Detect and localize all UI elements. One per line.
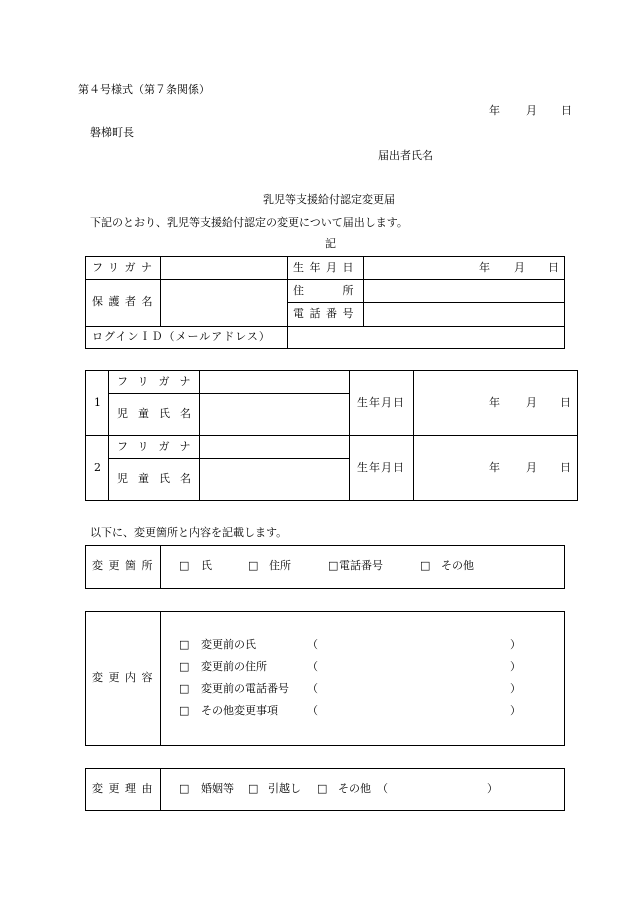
table-rule bbox=[160, 545, 161, 588]
form-number: 第４号様式（第７条関係） bbox=[78, 83, 210, 96]
guardian-phone-field[interactable] bbox=[364, 303, 564, 325]
guardian-name-field[interactable] bbox=[161, 280, 286, 325]
close-paren: ） bbox=[510, 682, 521, 695]
child-2-furigana-field[interactable] bbox=[200, 436, 348, 457]
header-date-day-label: 日 bbox=[561, 104, 572, 117]
page-title: 乳児等支援給付認定変更届 bbox=[263, 193, 395, 206]
guardian-birthdate-year-label: 年 bbox=[479, 261, 490, 274]
open-paren: （ bbox=[307, 704, 318, 717]
change-reason-marriage-label: 婚姻等 bbox=[201, 782, 234, 795]
header-date-month-label: 月 bbox=[526, 104, 537, 117]
guardian-birthdate-label: 生年月日 bbox=[293, 261, 359, 274]
change-intro-text: 以下に、変更箇所と内容を記載します。 bbox=[90, 526, 288, 539]
guardian-birthdate-day-label: 日 bbox=[548, 261, 559, 274]
child-1-birthdate-month-label: 月 bbox=[526, 396, 537, 409]
change-location-phone-checkbox[interactable]: □ bbox=[328, 559, 339, 572]
child-2-birthdate-year-label: 年 bbox=[489, 461, 500, 474]
child-2-birthdate-label: 生年月日 bbox=[357, 461, 405, 474]
child-2-name-field[interactable] bbox=[200, 459, 348, 499]
guardian-name-label: 保護者名 bbox=[92, 295, 158, 308]
addressee: 磐梯町長 bbox=[90, 126, 134, 139]
guardian-address-field[interactable] bbox=[364, 280, 564, 301]
child-2-name-label: 児童氏名 bbox=[117, 472, 201, 485]
close-paren: ） bbox=[510, 638, 521, 651]
change-reason-marriage-checkbox[interactable]: □ bbox=[179, 782, 190, 795]
change-location-address-checkbox[interactable]: □ bbox=[248, 559, 259, 572]
change-content-prev-address-field[interactable] bbox=[322, 659, 508, 675]
change-location-address-label: 住所 bbox=[269, 559, 291, 572]
open-paren: （ bbox=[307, 660, 318, 673]
header-date-year-label: 年 bbox=[489, 104, 500, 117]
change-location-name-label: 氏 bbox=[201, 559, 212, 572]
table-rule bbox=[108, 370, 109, 500]
change-content-prev-phone-checkbox[interactable]: □ bbox=[179, 682, 190, 695]
guardian-furigana-label: フリガナ bbox=[92, 261, 158, 274]
change-reason-moving-checkbox[interactable]: □ bbox=[248, 782, 259, 795]
guardian-birthdate-month-label: 月 bbox=[514, 261, 525, 274]
change-location-other-label: その他 bbox=[441, 559, 474, 572]
child-1-name-field[interactable] bbox=[200, 394, 348, 434]
child-1-furigana-label: フリガナ bbox=[117, 375, 201, 388]
applicant-name-label: 届出者氏名 bbox=[378, 149, 433, 162]
guardian-login-field[interactable] bbox=[288, 327, 564, 348]
change-location-other-checkbox[interactable]: □ bbox=[420, 559, 431, 572]
child-1-birthdate-label: 生年月日 bbox=[357, 396, 405, 409]
change-reason-other-checkbox[interactable]: □ bbox=[317, 782, 328, 795]
child-1-furigana-field[interactable] bbox=[200, 371, 348, 392]
table-rule bbox=[160, 611, 161, 745]
open-paren: （ bbox=[377, 782, 388, 795]
change-reason-label: 変更理由 bbox=[92, 782, 158, 795]
change-content-prev-phone-label: 変更前の電話番号 bbox=[201, 682, 289, 695]
guardian-birthdate-field[interactable] bbox=[364, 257, 564, 278]
change-content-prev-name-field[interactable] bbox=[322, 637, 508, 653]
child-1-birthdate-day-label: 日 bbox=[560, 396, 571, 409]
guardian-login-label: ログインＩＤ（メールアドレス） bbox=[92, 330, 271, 343]
change-content-other-field[interactable] bbox=[322, 703, 508, 719]
change-content-other-checkbox[interactable]: □ bbox=[179, 704, 190, 717]
ki-heading: 記 bbox=[325, 237, 336, 250]
guardian-phone-label: 電話番号 bbox=[293, 307, 359, 320]
change-reason-other-field[interactable] bbox=[392, 781, 486, 797]
change-content-prev-phone-field[interactable] bbox=[322, 681, 508, 697]
child-1-number: 1 bbox=[94, 396, 101, 409]
change-content-other-label: その他変更事項 bbox=[201, 704, 278, 717]
table-rule bbox=[160, 768, 161, 810]
table-rule bbox=[349, 370, 350, 500]
change-content-label: 変更内容 bbox=[92, 671, 158, 684]
applicant-name-field[interactable] bbox=[440, 146, 590, 164]
close-paren: ） bbox=[487, 782, 498, 795]
child-2-birthdate-month-label: 月 bbox=[526, 461, 537, 474]
child-2-furigana-label: フリガナ bbox=[117, 440, 201, 453]
change-content-prev-name-label: 変更前の氏 bbox=[201, 638, 256, 651]
open-paren: （ bbox=[307, 638, 318, 651]
change-location-phone-label: 電話番号 bbox=[339, 559, 383, 572]
child-1-birthdate-year-label: 年 bbox=[489, 396, 500, 409]
change-location-name-checkbox[interactable]: □ bbox=[179, 559, 190, 572]
child-2-birthdate-day-label: 日 bbox=[560, 461, 571, 474]
open-paren: （ bbox=[307, 682, 318, 695]
intro-text: 下記のとおり、乳児等支援給付認定の変更について届出します。 bbox=[90, 216, 408, 229]
close-paren: ） bbox=[510, 704, 521, 717]
change-content-prev-name-checkbox[interactable]: □ bbox=[179, 638, 190, 651]
close-paren: ） bbox=[510, 660, 521, 673]
guardian-furigana-field[interactable] bbox=[161, 257, 286, 278]
change-content-prev-address-label: 変更前の住所 bbox=[201, 660, 267, 673]
guardian-address-label: 住 所 bbox=[293, 284, 359, 297]
change-content-prev-address-checkbox[interactable]: □ bbox=[179, 660, 190, 673]
change-reason-other-label: その他 bbox=[338, 782, 371, 795]
change-location-label: 変更箇所 bbox=[92, 559, 158, 572]
change-reason-moving-label: 引越し bbox=[268, 782, 301, 795]
child-1-name-label: 児童氏名 bbox=[117, 407, 201, 420]
child-2-number: 2 bbox=[94, 461, 101, 474]
